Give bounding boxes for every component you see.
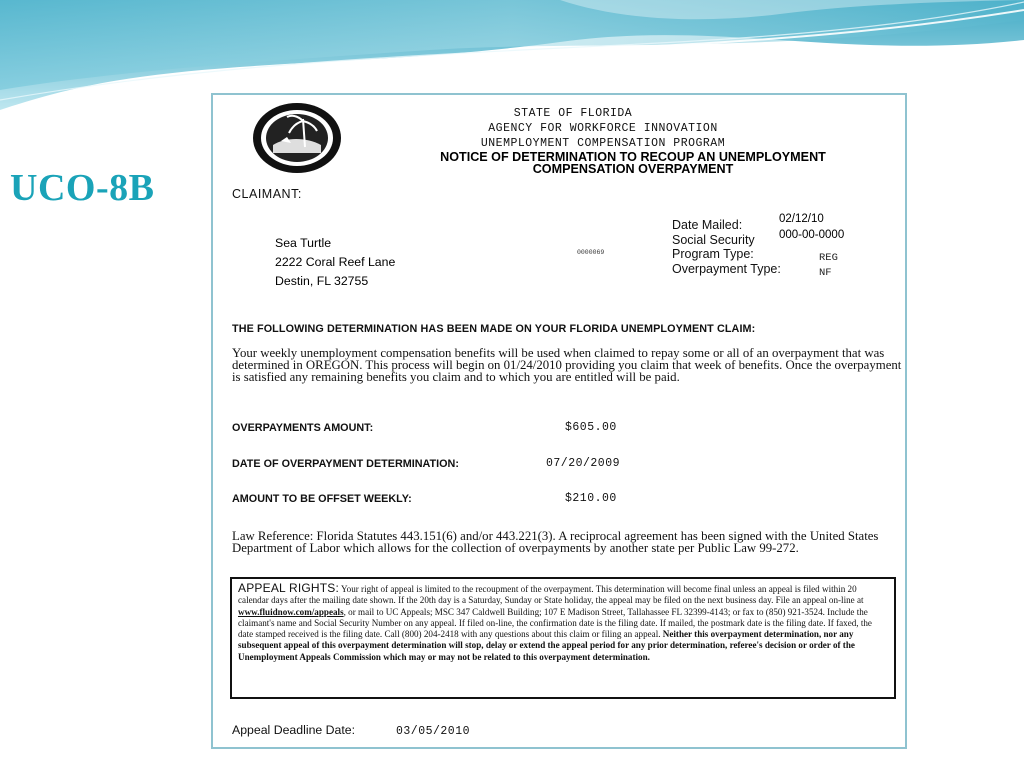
program-type-value: REG: [819, 252, 838, 264]
mail-code: 0000069: [577, 249, 605, 256]
determination-date-value: 07/20/2009: [546, 457, 621, 470]
notice-title: [353, 151, 907, 175]
date-mailed-value: 02/12/10: [779, 213, 824, 225]
program-type-label: Program Type:: [672, 247, 754, 261]
appeal-deadline-value: 03/05/2010: [396, 725, 471, 738]
appeal-deadline-label: Appeal Deadline Date:: [232, 723, 356, 737]
claim-meta-typed-values: [819, 251, 838, 280]
claimant-city: Destin, FL 32755: [275, 274, 369, 288]
claimant-name: Sea Turtle: [275, 236, 332, 250]
offset-weekly-value: $210.00: [565, 492, 617, 505]
appeal-rights-text-continued: , or mail to UC Appeals; MSC 347 Caldwell Building; 107 E Madison Street, Tallahassee FL 32399-4143; or fax to (850) 921-3524. Include the claimant's name and Social Security Number on any appeal. If filed on-line, the confirmation date is the filing date. If mailed, the postmark date is the filing date. If faxed, the date stamped received is the filing date. Call (800) 204-2418 with any questions about this claim or filing an appeal.: [238, 606, 872, 640]
appeal-rights-warning: Neither this overpayment determination, nor any subsequent appeal of this overpayment determination will stop, delay or extend the appeal period for any prior determination, referee's decision or order of the Unemployment Appeals Commission which may or may not be related to this overpayment determination.: [238, 629, 855, 662]
overpayment-amount-label: OVERPAYMENTS AMOUNT:: [232, 422, 374, 434]
header-state: STATE OF FLORIDA: [513, 107, 633, 120]
appeal-rights-heading: APPEAL RIGHTS:: [238, 581, 340, 595]
claimant-label: CLAIMANT:: [232, 187, 302, 201]
ssn-value: 000-00-0000: [779, 229, 845, 241]
ssn-label: Social Security: [672, 232, 755, 247]
document-scan: [211, 93, 907, 749]
claimant-address: [275, 234, 395, 291]
claimant-street: 2222 Coral Reef Lane: [275, 255, 396, 269]
offset-weekly-label: AMOUNT TO BE OFFSET WEEKLY:: [232, 493, 412, 505]
date-mailed-label: Date Mailed:: [672, 218, 743, 232]
header-agency: AGENCY FOR WORKFORCE INNOVATION: [488, 122, 718, 135]
law-reference-paragraph: Law Reference: Florida Statutes 443.151(6) and/or 443.221(3). A reciprocal agreement has been signed with the United States Department of Labor which allows for the collection of overpayments by another state per Public Law 99-272.: [232, 529, 879, 555]
header-program: UNEMPLOYMENT COMPENSATION PROGRAM: [480, 137, 726, 150]
appeal-rights-box: [230, 577, 896, 699]
appeal-link: www.fluidnow.com/appeals: [238, 606, 344, 617]
claim-meta-labels: [672, 218, 781, 276]
appeal-rights-text: Your right of appeal is limited to the recoupment of the overpayment. This determination will become final unless an appeal is filed within 20 calendar days after the mailing date shown. If the 20th day is a Saturday, Sunday or State holiday, the appeal may be filed on the next business day. File an appeal on-line at: [238, 584, 864, 606]
notice-title-line2: COMPENSATION OVERPAYMENT: [532, 162, 734, 176]
claim-meta-overlay-values: [779, 211, 844, 243]
determination-date-label: DATE OF OVERPAYMENT DETERMINATION:: [232, 458, 459, 470]
determination-paragraph: Your weekly unemployment compensation benefits will be used when claimed to repay some or all of an overpayment that was determined in OREGON. This process will begin on 01/24/2010 providing you claim that week of benefits. Once the overpayment is satisfied any remaining benefits you claim and to which you are entitled will be paid.: [232, 346, 902, 384]
notice-title-line1: NOTICE OF DETERMINATION TO RECOUP AN UNEMPLOYMENT: [440, 150, 826, 164]
overpayment-amount-value: $605.00: [565, 421, 617, 434]
slide-title: UCO-8B: [10, 167, 155, 209]
determination-heading: THE FOLLOWING DETERMINATION HAS BEEN MADE ON YOUR FLORIDA UNEMPLOYMENT CLAIM:: [232, 323, 756, 335]
florida-seal-icon: [251, 101, 343, 175]
overpayment-type-value: NF: [819, 266, 832, 279]
overpayment-type-label: Overpayment Type:: [672, 261, 781, 276]
